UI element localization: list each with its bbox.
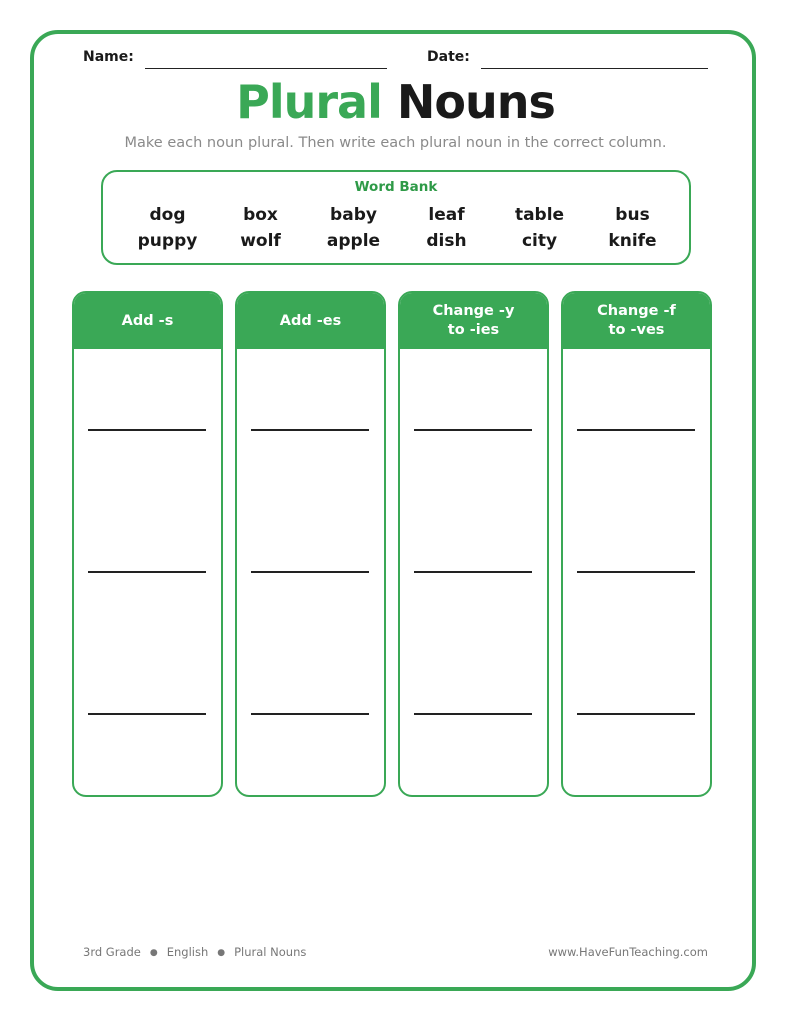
- column-change-f-to-ves: [561, 291, 712, 797]
- column-add-es: [235, 291, 386, 797]
- answer-line[interactable]: [577, 571, 695, 573]
- answer-line[interactable]: [577, 713, 695, 715]
- word-bank-word: wolf: [240, 231, 281, 251]
- word-bank-word: city: [521, 231, 558, 251]
- answer-line[interactable]: [88, 713, 206, 715]
- word-bank-word: leaf: [428, 205, 465, 225]
- date-label: Date:: [427, 49, 470, 65]
- column-header-line2: to -ves: [608, 322, 665, 338]
- name-label: Name:: [83, 49, 134, 65]
- answer-line[interactable]: [577, 429, 695, 431]
- column-header-line1: Add -es: [279, 312, 342, 329]
- column-add-s: [72, 291, 223, 797]
- word-bank-word: apple: [326, 231, 381, 251]
- bullet-icon: ●: [217, 948, 226, 958]
- footer-grade: 3rd Grade: [83, 945, 141, 959]
- footer-topic: Plural Nouns: [234, 945, 307, 959]
- title-word-plural: Plural: [236, 75, 382, 129]
- word-bank-word: table: [514, 205, 565, 225]
- name-field[interactable]: [145, 68, 387, 69]
- column-header-line1: Change -y: [432, 303, 515, 319]
- word-bank-word: baby: [330, 205, 377, 225]
- word-bank-grid: [121, 204, 679, 252]
- answer-line[interactable]: [251, 713, 369, 715]
- answer-line[interactable]: [414, 571, 532, 573]
- word-bank-word: dog: [149, 205, 186, 225]
- footer-tags: [83, 945, 306, 959]
- column-header-line2: to -ies: [447, 322, 500, 338]
- answer-line[interactable]: [88, 429, 206, 431]
- date-field[interactable]: [481, 68, 708, 69]
- title-word-nouns: Nouns: [396, 75, 555, 129]
- word-bank-word: knife: [608, 231, 657, 251]
- answer-line[interactable]: [251, 571, 369, 573]
- word-bank-word: box: [243, 205, 278, 225]
- column-header-line1: Change -f: [597, 303, 676, 319]
- word-bank-word: bus: [615, 205, 650, 225]
- answer-line[interactable]: [251, 429, 369, 431]
- column-header-line1: Add -s: [121, 312, 174, 329]
- word-bank-word: dish: [426, 231, 467, 251]
- column-header: [400, 293, 547, 349]
- footer-website: www.HaveFunTeaching.com: [548, 945, 708, 959]
- bullet-icon: ●: [149, 948, 158, 958]
- column-header: [237, 293, 384, 349]
- word-bank-word: puppy: [137, 231, 198, 251]
- word-bank-title: Word Bank: [354, 179, 438, 195]
- instructions: Make each noun plural. Then write each plural noun in the correct column.: [124, 135, 667, 151]
- word-bank: [101, 170, 691, 265]
- column-change-y-to-ies: [398, 291, 549, 797]
- answer-line[interactable]: [414, 429, 532, 431]
- footer-subject: English: [166, 945, 209, 959]
- answer-line[interactable]: [414, 713, 532, 715]
- column-header: [74, 293, 221, 349]
- answer-line[interactable]: [88, 571, 206, 573]
- column-header: [563, 293, 710, 349]
- page-title: [0, 74, 791, 130]
